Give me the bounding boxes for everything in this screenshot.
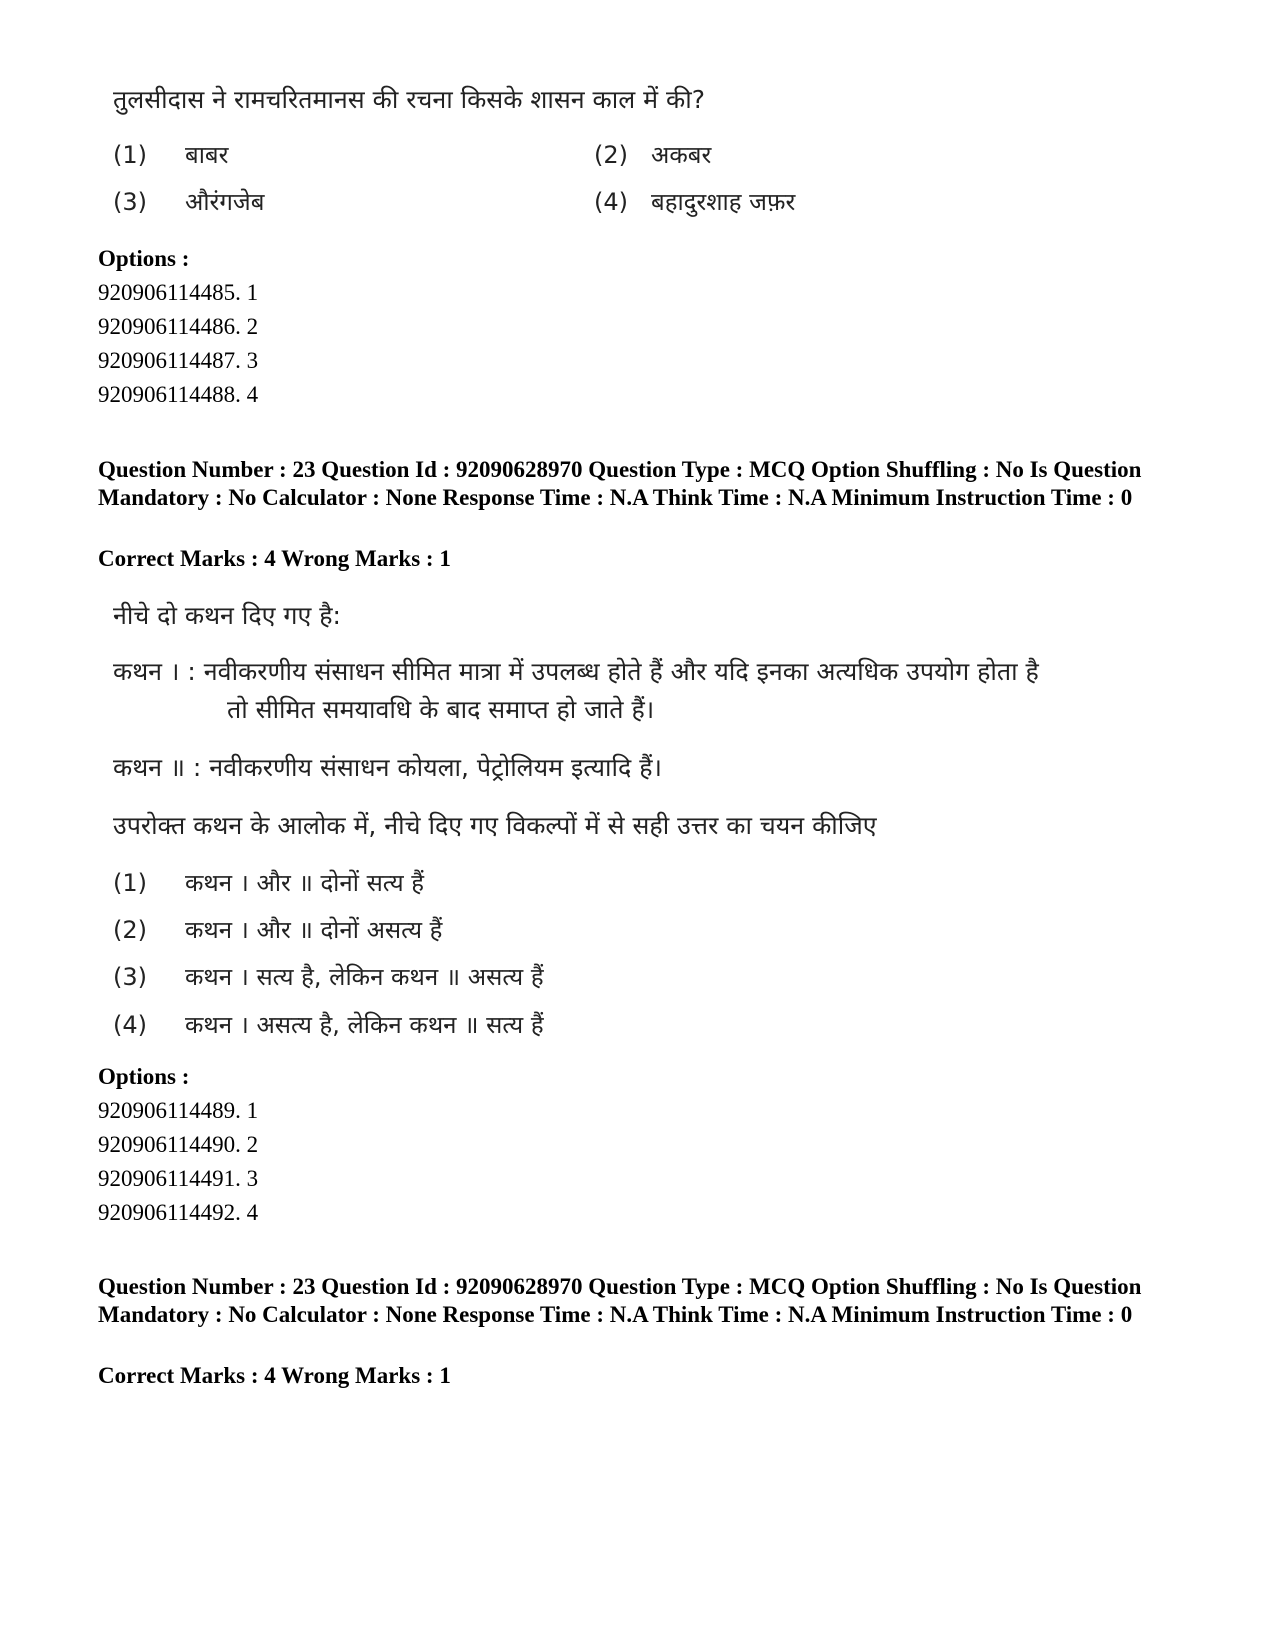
- question-meta: Question Number : 23 Question Id : 92090628970 Question Type : MCQ Option Shuffling : No Is Question Mandatory : No Calculator : None Response Time : N.A Think Time : N.A Minimum Instruction Time : 0: [98, 457, 1142, 510]
- choice-number: (2): [113, 916, 147, 944]
- statement-1: कथन । : नवीकरणीय संसाधन सीमित मात्रा में उपलब्ध होते हैं और यदि इनका अत्यधिक उपयोग होता है: [113, 657, 1039, 686]
- option-id: 920906114488. 4: [98, 382, 259, 407]
- choice-1: [113, 868, 424, 898]
- option-id: 920906114491. 3: [98, 1166, 259, 1191]
- choice-4: [113, 1010, 544, 1040]
- question-marks: Correct Marks : 4 Wrong Marks : 1: [98, 1363, 451, 1388]
- choice-1: [113, 140, 228, 170]
- choice-text: कथन । और ॥ दोनों सत्य हैं: [185, 869, 425, 897]
- choice-text: औरंगजेब: [185, 188, 265, 216]
- options-heading: Options :: [98, 246, 190, 271]
- options-heading: Options :: [98, 1064, 190, 1089]
- choice-text: कथन । असत्य है, लेकिन कथन ॥ सत्य हैं: [185, 1011, 544, 1039]
- choice-number: (2): [594, 141, 628, 169]
- question-marks: Correct Marks : 4 Wrong Marks : 1: [98, 546, 451, 571]
- choice-text: अकबर: [651, 141, 712, 169]
- option-id: 920906114487. 3: [98, 348, 259, 373]
- choice-number: (3): [113, 963, 147, 991]
- choice-3: [113, 187, 264, 217]
- choice-text: कथन । सत्य है, लेकिन कथन ॥ असत्य हैं: [185, 963, 544, 991]
- option-id: 920906114492. 4: [98, 1200, 259, 1225]
- choice-number: (3): [113, 188, 147, 216]
- option-id: 920906114489. 1: [98, 1098, 259, 1123]
- choice-number: (1): [113, 141, 147, 169]
- question-intro: नीचे दो कथन दिए गए है:: [113, 601, 341, 630]
- question-text: तुलसीदास ने रामचरितमानस की रचना किसके शासन काल में की?: [113, 85, 705, 114]
- choice-number: (1): [113, 869, 147, 897]
- choice-2: [594, 140, 711, 170]
- option-id: 920906114485. 1: [98, 280, 259, 305]
- option-id: 920906114490. 2: [98, 1132, 259, 1157]
- option-id: 920906114486. 2: [98, 314, 259, 339]
- choice-3: [113, 962, 544, 992]
- choice-text: बाबर: [185, 141, 229, 169]
- statement-1-continued: तो सीमित समयावधि के बाद समाप्त हो जाते हैं।: [227, 695, 655, 724]
- choice-4: [594, 187, 795, 217]
- choice-text: कथन । और ॥ दोनों असत्य हैं: [185, 916, 443, 944]
- question-meta: Question Number : 23 Question Id : 92090628970 Question Type : MCQ Option Shuffling : No Is Question Mandatory : No Calculator : None Response Time : N.A Think Time : N.A Minimum Instruction Time : 0: [98, 1274, 1142, 1327]
- choice-2: [113, 915, 442, 945]
- choice-number: (4): [113, 1011, 147, 1039]
- choice-number: (4): [594, 188, 628, 216]
- choice-text: बहादुरशाह जफ़र: [651, 188, 796, 216]
- statement-2: कथन ॥ : नवीकरणीय संसाधन कोयला, पेट्रोलियम इत्यादि हैं।: [113, 753, 662, 782]
- question-instruction: उपरोक्त कथन के आलोक में, नीचे दिए गए विकल्पों में से सही उत्तर का चयन कीजिए: [113, 811, 877, 840]
